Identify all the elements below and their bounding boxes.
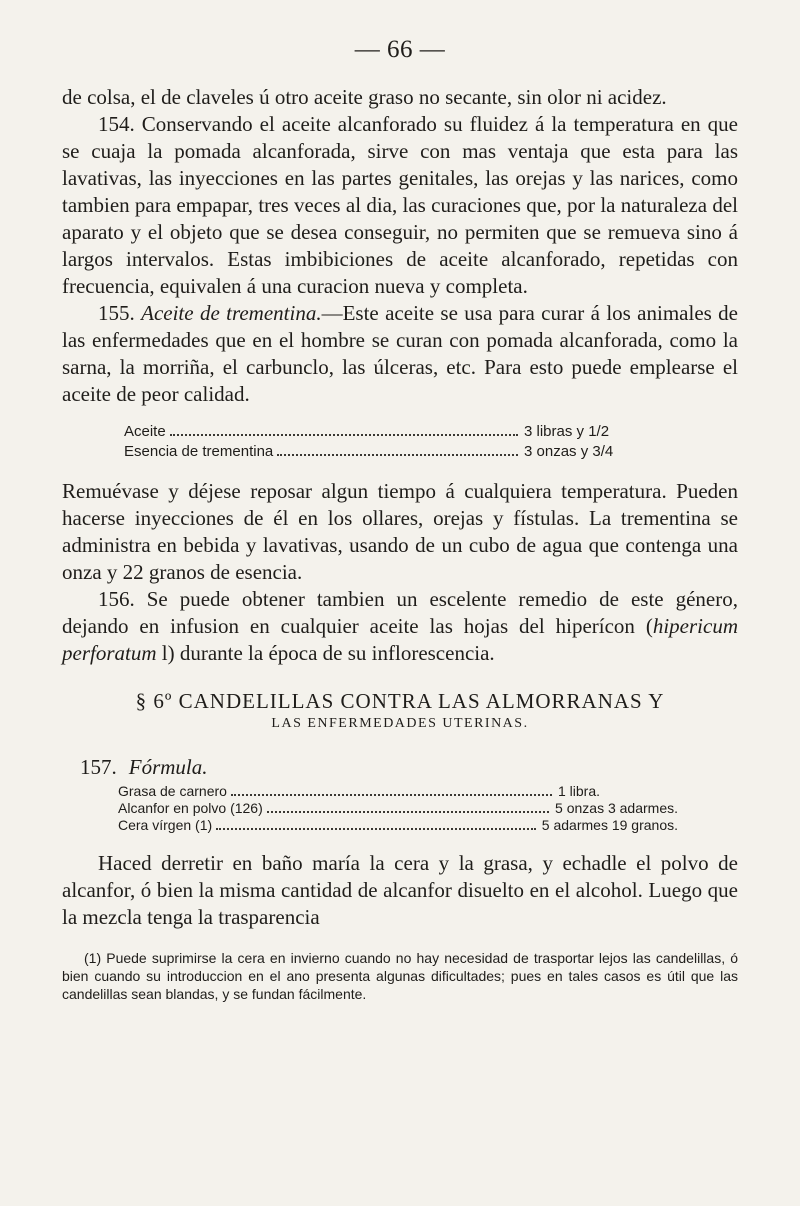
paragraph-156-latin-name: hipericum perforatum — [62, 614, 738, 665]
paragraph-continuation: de colsa, el de claveles ú otro aceite graso no secante, sin olor ni acidez. — [62, 85, 667, 109]
recipe-candelillas — [118, 783, 678, 834]
paragraph-155-text: —Este aceite se usa para curar á los animales de las enfermedades que en el hombre se curan con pomada alcanforada, como la sarna, la morriña, el carbunclo, las úlceras, etc. Para esto puede emplearse el aceite de peor calidad. — [62, 301, 739, 406]
paragraph-156-before: 156. Se puede obtener tambien un escelente remedio de este género, dejando en infusion en cualquier aceite las hojas del hiperícon ( — [62, 587, 738, 638]
paragraph-haced: Haced derretir en baño maría la cera y la grasa, y echadle el polvo de alcanfor, ó bien la misma cantidad de alcanfor disuelto en el alcohol. Luego que la mezcla tenga la trasparencia — [62, 851, 738, 929]
paragraph-157-heading — [80, 754, 738, 781]
recipe-trementina — [124, 422, 644, 462]
ingredient-quantity: 3 libras y 1/2 — [524, 423, 610, 440]
recipe-row — [124, 422, 644, 442]
footnote: (1) Puede suprimirse la cera en invierno cuando no hay necesidad de trasportar lejos las candelillas, ó bien cuando su introduccion en el ano presenta algunas dificultades; pues en tales casos es útil que las candelillas sean blandas, y se fundan fácilmente. — [62, 950, 738, 1002]
ingredient-name: Esencia de trementina — [124, 443, 274, 460]
section-title: § 6º CANDELILLAS CONTRA LAS ALMORRANAS Y — [135, 689, 665, 713]
paragraph-155-number: 155. — [98, 301, 135, 325]
recipe-row — [124, 442, 644, 462]
ingredient-name: Cera vírgen (1) — [118, 817, 213, 833]
recipe-row — [118, 817, 678, 834]
formula-label: Fórmula. — [128, 755, 208, 779]
page-number: — 66 — — [354, 36, 446, 63]
leader-dots — [277, 454, 518, 456]
paragraph-156-after: l) durante la época de su inflorescencia. — [156, 641, 495, 665]
leader-dots — [231, 794, 552, 796]
ingredient-quantity: 3 onzas y 3/4 — [524, 443, 614, 460]
paragraph-155-title: Aceite de trementina. — [141, 301, 322, 325]
ingredient-name: Grasa de carnero — [118, 783, 227, 799]
paragraph-remuevase: Remuévase y déjese reposar algun tiempo á cualquiera temperatura. Pueden hacerse inyecciones de él en los ollares, orejas y fístulas. La trementina se administra en bebida y lavativas, usando de un cubo de agua que contenga una onza y 22 granos de esencia. — [62, 479, 738, 584]
paragraph-157-number: 157. — [80, 755, 117, 779]
leader-dots — [267, 811, 549, 813]
ingredient-quantity: 5 onzas 3 adarmes. — [555, 800, 678, 816]
paragraph-156 — [62, 586, 738, 667]
ingredient-name: Aceite — [124, 423, 166, 440]
paragraph-154: 154. Conservando el aceite alcanforado su fluidez á la temperatura en que se cuaja la pomada alcanforada, sirve con mas ventaja que esta para las lavativas, las inyecciones en las partes genitales, las orejas y las narices, como tambien para empapar, tres veces al dia, las curaciones que, por la naturaleza del aparato y el objeto que se desea conseguir, no permiten que se remueva sino á largos intervalos. Estas imbibiciones de aceite alcanforado, repetidas con frecuencia, equivalen á una curacion nueva y completa. — [62, 112, 738, 298]
ingredient-quantity: 1 libra. — [558, 783, 601, 799]
ingredient-name: Alcanfor en polvo (126) — [118, 800, 263, 816]
recipe-row — [118, 800, 678, 817]
leader-dots — [170, 434, 518, 436]
paragraph-155 — [62, 300, 738, 408]
ingredient-quantity: 5 adarmes 19 granos. — [541, 817, 678, 833]
recipe-row — [118, 783, 678, 800]
leader-dots — [216, 828, 536, 830]
section-subtitle: LAS ENFERMEDADES UTERINAS. — [271, 716, 529, 731]
